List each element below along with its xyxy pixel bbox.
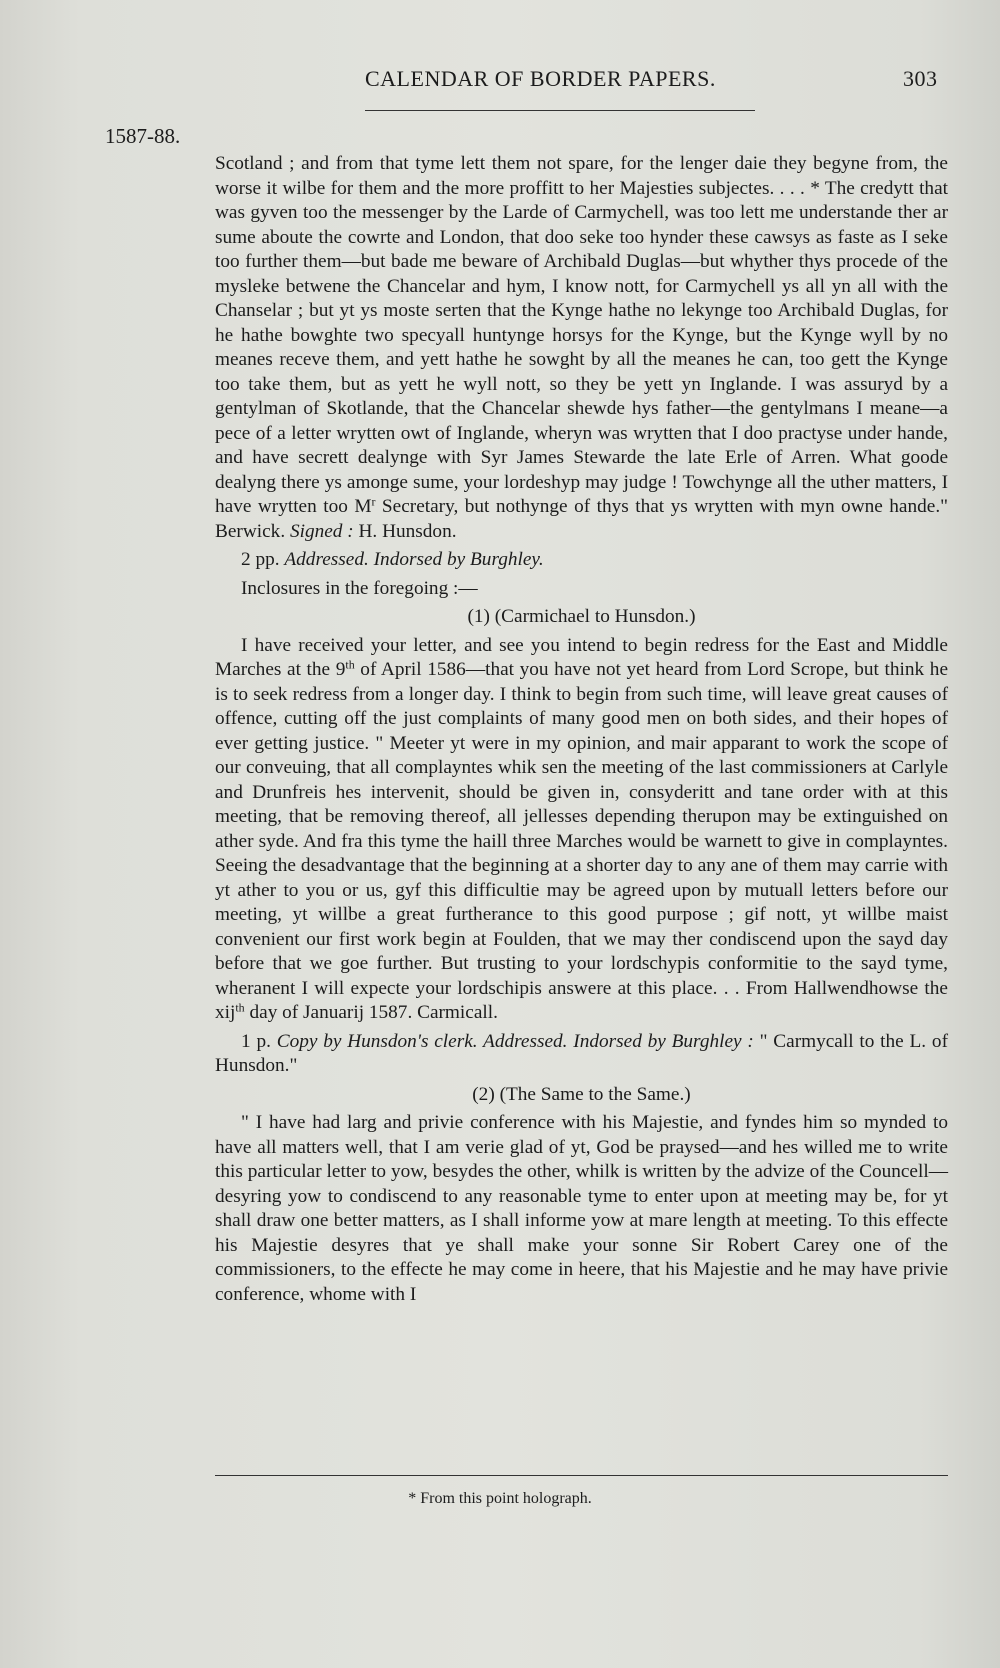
signed-name: H. Hunsdon. (353, 520, 457, 542)
page-number: 303 (903, 66, 938, 91)
letter-main-tail: Secretary, but nothynge of thys that ys wrytten with myn owne hande." Berwick. (215, 496, 949, 542)
letter-1-text-b: of April 1586—that you have not yet heard from Lord Scrope, but think he is to seek redress from a longer day. I think to begin from such time, will leave great causes of offence, cutting off the just complaints of many good men on both sides, and their hopes of ever getting justice. " Meeter yt were in my opinion, and mair apparant to work the scope of our conveuing, that all complayntes whik sen the meeting of the last commissioners at Carlyle and Drunfreis hes intervenit, should be given in, consyderitt and tane order with at this meeting, that be removing thereof, all jellesses depending therupon may be extinguished on ather syde. And fra this tyme the haill three Marches would be warnett to give in complayntes. Seeing the desadvantage that the beginning at a shorter day to any ane of them may carrie with yt ather to you or us, gyf this difficultie may be agreed upon by mutuall letters before our meeting, yt willbe a great furtherance to this good purpose ; gif nott, yt willbe maist convenient our first work begin at Foulden, that we may ther condiscend upon the sayd day before that we goe further. But trusting to your lordschypis conformitie to the sayd tyme, wheranent I will expecte your lordschipis answere at this place. . . From Hallwendhowse the xij (215, 659, 948, 1023)
inclosures-intro: Inclosures in the foregoing :— (241, 577, 478, 599)
letter-1-text-c: day of Januarij 1587. Carmicall. (244, 1002, 498, 1023)
letter-1-paragraph (215, 634, 948, 1026)
footnote: * From this point holograph. (408, 1490, 592, 1507)
section-heading-2: (2) (The Same to the Same.) (472, 1083, 691, 1105)
letter-main-paragraph (215, 152, 948, 544)
note-pages: 1 p. (241, 1030, 271, 1052)
signed-label: Signed : (289, 520, 354, 542)
note-quote: " Carmycall to the L. of Hunsdon." (215, 1030, 948, 1076)
letter-1-text-a: I have received your letter, and see you intend to begin redress for the East and Middle Marches at the 9 (215, 634, 948, 680)
body-text (215, 152, 948, 1307)
superscript: th (345, 657, 355, 672)
footnote-rule (215, 1475, 948, 1476)
editorial-note-2 (215, 1030, 948, 1079)
superscript: r (371, 494, 376, 509)
editorial-note-1 (215, 548, 948, 573)
note-description: Addressed. Indorsed by Burghley. (284, 549, 544, 570)
note-pages: 2 pp. (241, 549, 280, 570)
header-rule (365, 110, 755, 111)
year-range-margin: 1587-88. (105, 124, 181, 148)
page-header (0, 66, 1000, 102)
letter-main-text: Scotland ; and from that tyme lett them not spare, for the lenger daie they begyne from, the worse it wilbe for them and the more proffitt to her Majesties subjectes. . . . * The credytt that was gyven too the messenger by the Larde of Carmychell, was too lett me understande ther ar sume aboute the cowrte and London, that doo seke too hynder these cawsys as faste as I seke too further them—but bade me beware of Archibald Duglas—but whyther thys procede of the mysleke betwene the Chancelar and hym, I know nott, for Carmychell ys all yn all with the Chanselar ; but yt ys moste serten that the Kynge hathe no lekynge too Archibald Duglas, for he hathe bowghte two specyall huntynge horsys for the Kynge, but the Kynge wyll by no meanes receve them, and yett hathe he sowght by all the meanes he can, too gett the Kynge too take them, but as yett he wyll nott, so they be yett yn Inglande. I was assuryd by a gentylman of Skotlande, that the Chancelar shewde hys father—the gentylmans I meane—a pece of a letter wrytten owt of Inglande, wheryn was wrytten that I doo practyse under hande, and have secrett dealynge with Syr James Stewarde the late Erle of Arren. What goode dealyng there ys amonge sume, your lordeshyp may judge ! Towchynge all the uther matters, I have wrytten too M (215, 153, 948, 517)
letter-2-paragraph: " I have had larg and privie conference with his Majestie, and fyndes him so mynded to have all matters well, that I am verie glad of yt, God be praysed—and hes willed me to write this particular letter to yow, besydes the other, whilk is written by the advize of the Councell—desyring yow to condiscend to any reasonable tyme to enter upon at meeting may be, for yt shall draw one better matters, as I shall informe yow at mare length at meeting. To this effecte his Majestie desyres that ye shall make your sonne Sir Robert Carey one of the commissioners, to the effecte he may come in heere, that his Majestie and he may have privie conference, whome with I (215, 1112, 948, 1305)
section-heading-1: (1) (Carmichael to Hunsdon.) (467, 606, 696, 627)
note-description: Copy by Hunsdon's clerk. Addressed. Indorsed by Burghley : (276, 1030, 754, 1052)
superscript: th (235, 1000, 245, 1015)
running-title: CALENDAR OF BORDER PAPERS. (365, 66, 716, 91)
